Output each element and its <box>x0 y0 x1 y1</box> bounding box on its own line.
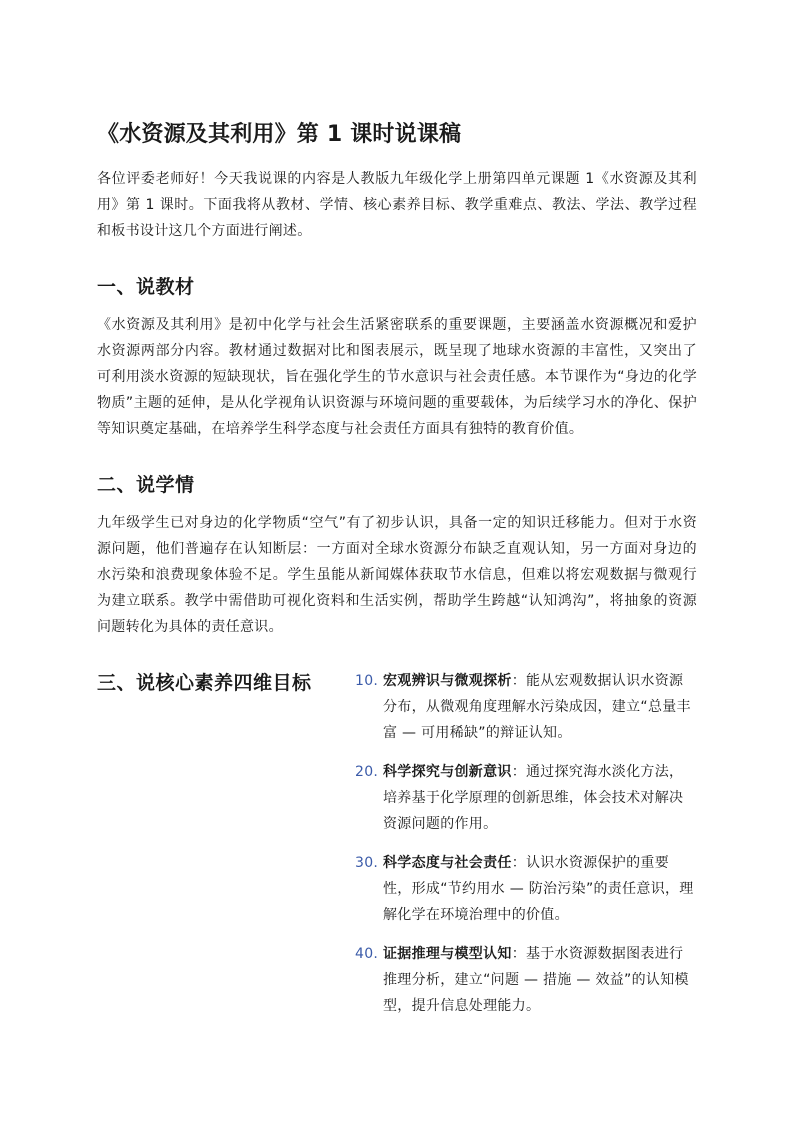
goal-text: ：认识水资源保护的重要性，形成“节约用水 — 防治污染”的责任意识，理解化学在环境治理中的价值。 <box>383 855 694 923</box>
goal-number: 10. <box>355 673 379 689</box>
goal-text: ：通过探究海水淡化方法，培养基于化学原理的创新思维，体会技术对解决资源问题的作用。 <box>383 764 684 832</box>
goal-title: 证据推理与模型认知 <box>383 946 512 962</box>
goal-number: 30. <box>355 855 379 871</box>
list-item <box>355 759 695 837</box>
goal-title: 科学态度与社会责任 <box>383 855 512 871</box>
document-page <box>97 118 697 1014</box>
list-item <box>355 941 695 1019</box>
goal-text: ：基于水资源数据图表进行推理分析，建立“问题 — 措施 — 效益”的认知模型，提升信息处理能力。 <box>383 946 689 1014</box>
goal-text: ：能从宏观数据认识水资源分布，从微观角度理解水污染成因，建立“总量丰富 — 可用稀缺”的辩证认知。 <box>383 673 691 741</box>
list-item <box>355 668 695 746</box>
section-heading-students: 二、说学情 <box>97 474 195 496</box>
section-body-textbook: 《水资源及其利用》是初中化学与社会生活紧密联系的重要课题，主要涵盖水资源概况和爱护水资源两部分内容。教材通过数据对比和图表展示，既呈现了地球水资源的丰富性，又突出了可利用淡水资源的短缺现状，旨在强化学生的节水意识与社会责任感。本节课作为“身边的化学物质”主题的延伸，是从化学视角认识资源与环境问题的重要载体，为后续学习水的净化、保护等知识奠定基础，在培养学生科学态度与社会责任方面具有独特的教育价值。 <box>97 317 697 437</box>
goal-number: 20. <box>355 764 379 780</box>
list-item <box>355 850 695 928</box>
section-heading-goals: 三、说核心素养四维目标 <box>97 672 312 694</box>
section-heading-textbook: 一、说教材 <box>97 276 195 298</box>
goal-title: 宏观辨识与微观探析 <box>383 673 512 689</box>
goals-list <box>355 668 695 1032</box>
goal-title: 科学探究与创新意识 <box>383 764 512 780</box>
section-body-students: 九年级学生已对身边的化学物质“空气”有了初步认识，具备一定的知识迁移能力。但对于水资源问题，他们普遍存在认知断层：一方面对全球水资源分布缺乏直观认知，另一方面对身边的水污染和浪费现象体验不足。学生虽能从新闻媒体获取节水信息，但难以将宏观数据与微观行为建立联系。教学中需借助可视化资料和生活实例，帮助学生跨越“认知鸿沟”，将抽象的资源问题转化为具体的责任意识。 <box>97 515 697 635</box>
goal-number: 40. <box>355 946 379 962</box>
intro-paragraph: 各位评委老师好！今天我说课的内容是人教版九年级化学上册第四单元课题 1《水资源及其利用》第 1 课时。下面我将从教材、学情、核心素养目标、教学重难点、教法、学法、教学过程和板书设计这几个方面进行阐述。 <box>97 171 697 239</box>
document-title: 《水资源及其利用》第 1 课时说课稿 <box>97 122 462 147</box>
